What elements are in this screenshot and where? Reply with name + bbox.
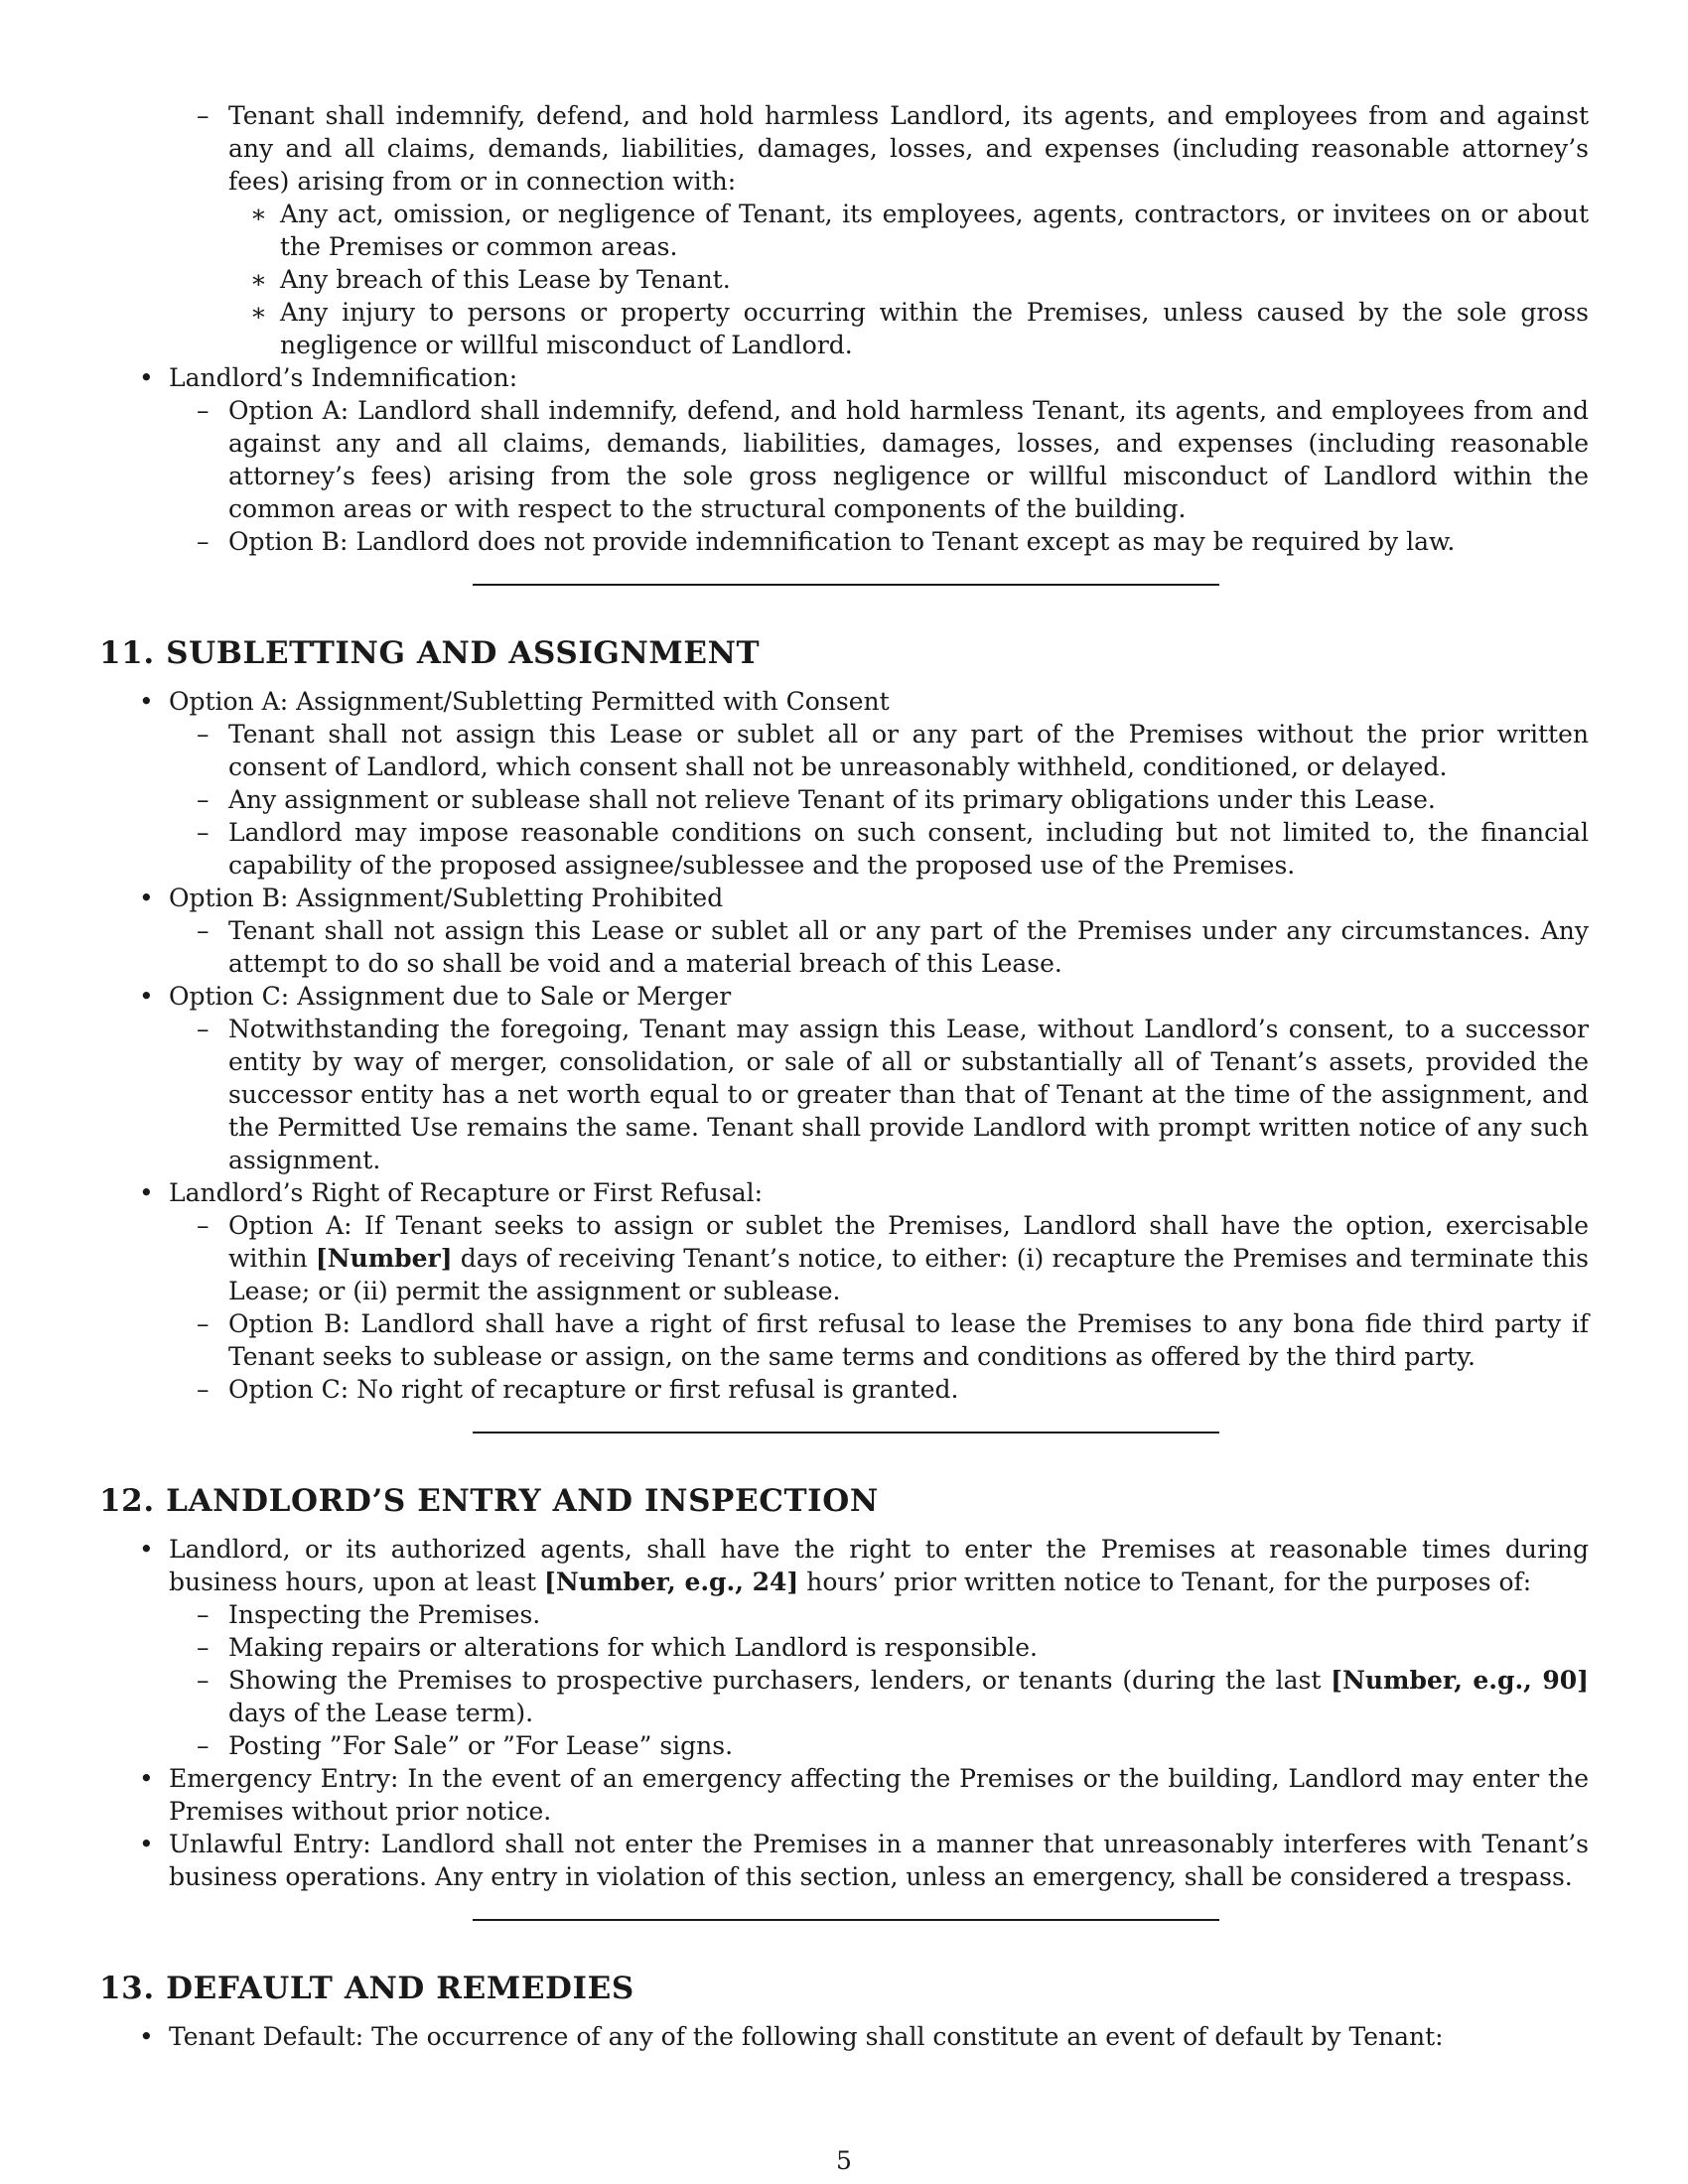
- list-item: [197, 1307, 1589, 1373]
- text-fragment: Showing the Premises to prospective purchasers, lenders, or tenants (during the last: [228, 1666, 1332, 1695]
- placeholder-field: [Number, e.g., 24]: [543, 1568, 799, 1596]
- list-item-text: Option A: Landlord shall indemnify, defend, and hold harmless Tenant, its agents, and employees from and against any and all claims, demands, liabilities, damages, losses, and expenses (including reasonable attorney’s fees) arising from the sole gross negligence or willful misconduct of Landlord within the common areas or with respect to the structural components of the building.: [228, 396, 1589, 523]
- list-item-text: Tenant shall not assign this Lease or sublet all or any part of the Premises without the prior written consent of Landlord, which consent shall not be unreasonably withheld, conditioned, or delayed.: [228, 720, 1589, 781]
- bullet-marker: •: [139, 687, 154, 716]
- text-fragment: Landlord, or its authorized agents, shall have the right to enter the Premises at reasonable times during business hours, upon at least: [169, 1535, 1589, 1596]
- list-item-text: Landlord’s Indemnification:: [169, 363, 518, 392]
- list-item: [139, 1176, 1589, 1209]
- placeholder-field: [Number]: [315, 1244, 453, 1273]
- list-item: [139, 980, 1589, 1013]
- bullet-marker: •: [139, 363, 154, 392]
- bullet-marker: •: [139, 1178, 154, 1207]
- list-item: [197, 1664, 1589, 1729]
- list-item: [197, 1598, 1589, 1631]
- document-page: [99, 99, 1589, 2053]
- dash-marker: –: [197, 527, 210, 556]
- list-item-text: Tenant shall not assign this Lease or sublet all or any part of the Premises under any circumstances. Any attempt to do so shall be void and a material breach of this Lease.: [228, 916, 1589, 978]
- star-marker: ∗: [250, 200, 267, 228]
- list-item-text: Option C: Assignment due to Sale or Merger: [169, 982, 732, 1011]
- list-item: [197, 718, 1589, 783]
- section-divider: [473, 1432, 1219, 1433]
- list-item-text: Landlord may impose reasonable conditions on such consent, including but not limited to, the financial capability of the proposed assignee/sublessee and the proposed use of the Premises.: [228, 818, 1589, 880]
- list-item-text: Posting ”For Sale” or ”For Lease” signs.: [228, 1731, 734, 1760]
- list-item: [197, 1729, 1589, 1762]
- list-item: [197, 1209, 1589, 1307]
- list-item: [197, 525, 1589, 558]
- list-item: [139, 1533, 1589, 1598]
- section-heading: 13. DEFAULT AND REMEDIES: [99, 1971, 634, 2006]
- placeholder-field: [Number, e.g., 90]: [1331, 1666, 1589, 1695]
- list-item-text: Landlord’s Right of Recapture or First Refusal:: [169, 1178, 764, 1207]
- list-item: [197, 394, 1589, 525]
- list-item: [197, 1631, 1589, 1664]
- star-marker: ∗: [250, 265, 267, 294]
- section-divider: [473, 1919, 1219, 1921]
- text-fragment: hours’ prior written notice to Tenant, for the purposes of:: [798, 1568, 1532, 1596]
- section-divider: [473, 584, 1219, 586]
- list-item: [139, 882, 1589, 914]
- list-item: [197, 783, 1589, 816]
- list-item-text: [228, 1666, 1589, 1727]
- dash-marker: –: [197, 1633, 210, 1662]
- page-number: 5: [836, 2146, 852, 2175]
- list-item-text: Any assignment or sublease shall not relieve Tenant of its primary obligations under this Lease.: [228, 785, 1436, 814]
- list-item: [197, 99, 1589, 198]
- list-item-text: Option B: Landlord does not provide indemnification to Tenant except as may be required by law.: [228, 527, 1456, 556]
- bullet-marker: •: [139, 1830, 154, 1858]
- bullet-marker: •: [139, 1535, 154, 1564]
- list-item: [197, 1373, 1589, 1406]
- bullet-marker: •: [139, 1764, 154, 1793]
- list-item: [139, 361, 1589, 394]
- list-item-text: Option B: Landlord shall have a right of first refusal to lease the Premises to any bona fide third party if Tenant seeks to sublease or assign, on the same terms and conditions as offered by the third party.: [228, 1309, 1589, 1371]
- dash-marker: –: [197, 396, 210, 425]
- dash-marker: –: [197, 720, 210, 749]
- list-item-text: Option A: Assignment/Subletting Permitted with Consent: [169, 687, 890, 716]
- list-item: [139, 1762, 1589, 1828]
- list-item-text: Any breach of this Lease by Tenant.: [280, 265, 731, 294]
- list-item: [197, 914, 1589, 980]
- dash-marker: –: [197, 785, 210, 814]
- dash-marker: –: [197, 1666, 210, 1695]
- text-fragment: days of receiving Tenant’s notice, to either: (i) recapture the Premises and terminate this Lease; or (ii) permit the assignment or sublease.: [228, 1244, 1589, 1305]
- bullet-marker: •: [139, 982, 154, 1011]
- list-item: [197, 1013, 1589, 1176]
- dash-marker: –: [197, 818, 210, 847]
- text-fragment: Option A: If Tenant seeks to assign or sublet the Premises, Landlord shall have the option, exercisable within: [228, 1211, 1589, 1273]
- dash-marker: –: [197, 1211, 210, 1240]
- list-item: [250, 198, 1589, 263]
- section-heading: 11. SUBLETTING AND ASSIGNMENT: [99, 635, 761, 671]
- list-item-text: Emergency Entry: In the event of an emergency affecting the Premises or the building, Landlord may enter the Premises without prior notice.: [169, 1764, 1589, 1826]
- bullet-marker: •: [139, 2022, 154, 2051]
- dash-marker: –: [197, 1600, 210, 1629]
- list-item-text: Any act, omission, or negligence of Tenant, its employees, agents, contractors, or invitees on or about the Premises or common areas.: [280, 200, 1589, 261]
- dash-marker: –: [197, 1375, 210, 1404]
- list-item-text: Option B: Assignment/Subletting Prohibited: [169, 884, 724, 912]
- list-item: [139, 2020, 1589, 2053]
- dash-marker: –: [197, 101, 210, 130]
- list-item-text: Any injury to persons or property occurring within the Premises, unless caused by the sole gross negligence or willful misconduct of Landlord.: [280, 298, 1589, 359]
- list-item: [197, 816, 1589, 882]
- tenant-indemnity-text: Tenant shall indemnify, defend, and hold harmless Landlord, its agents, and employees from and against any and all claims, demands, liabilities, damages, losses, and expenses (including reasonable attorney’s fees) arising from or in connection with:: [228, 101, 1589, 196]
- list-item: [250, 263, 1589, 296]
- list-item-text: [169, 1535, 1589, 1596]
- section-heading: 12. LANDLORD’S ENTRY AND INSPECTION: [99, 1483, 879, 1519]
- list-item-text: Unlawful Entry: Landlord shall not enter the Premises in a manner that unreasonably interferes with Tenant’s business operations. Any entry in violation of this section, unless an emergency, shall be considered a trespass.: [169, 1830, 1589, 1891]
- bullet-marker: •: [139, 884, 154, 912]
- list-item-text: Making repairs or alterations for which Landlord is responsible.: [228, 1633, 1038, 1662]
- star-marker: ∗: [250, 298, 267, 327]
- dash-marker: –: [197, 916, 210, 945]
- dash-marker: –: [197, 1309, 210, 1338]
- list-item: [139, 1828, 1589, 1893]
- list-item-text: Inspecting the Premises.: [228, 1600, 541, 1629]
- list-item: [250, 296, 1589, 361]
- dash-marker: –: [197, 1015, 210, 1043]
- list-item: [139, 685, 1589, 718]
- list-item-text: Notwithstanding the foregoing, Tenant may assign this Lease, without Landlord’s consent, to a successor entity by way of merger, consolidation, or sale of all or substantially all of Tenant’s assets, provided the successor entity has a net worth equal to or greater than that of Tenant at the time of the assignment, and the Permitted Use remains the same. Tenant shall provide Landlord with prompt written notice of any such assignment.: [228, 1015, 1589, 1174]
- dash-marker: –: [197, 1731, 210, 1760]
- list-item-text: Option C: No right of recapture or first refusal is granted.: [228, 1375, 959, 1404]
- list-item-text: Tenant Default: The occurrence of any of the following shall constitute an event of default by Tenant:: [169, 2022, 1444, 2051]
- text-fragment: days of the Lease term).: [228, 1699, 534, 1727]
- list-item-text: [228, 1211, 1589, 1305]
